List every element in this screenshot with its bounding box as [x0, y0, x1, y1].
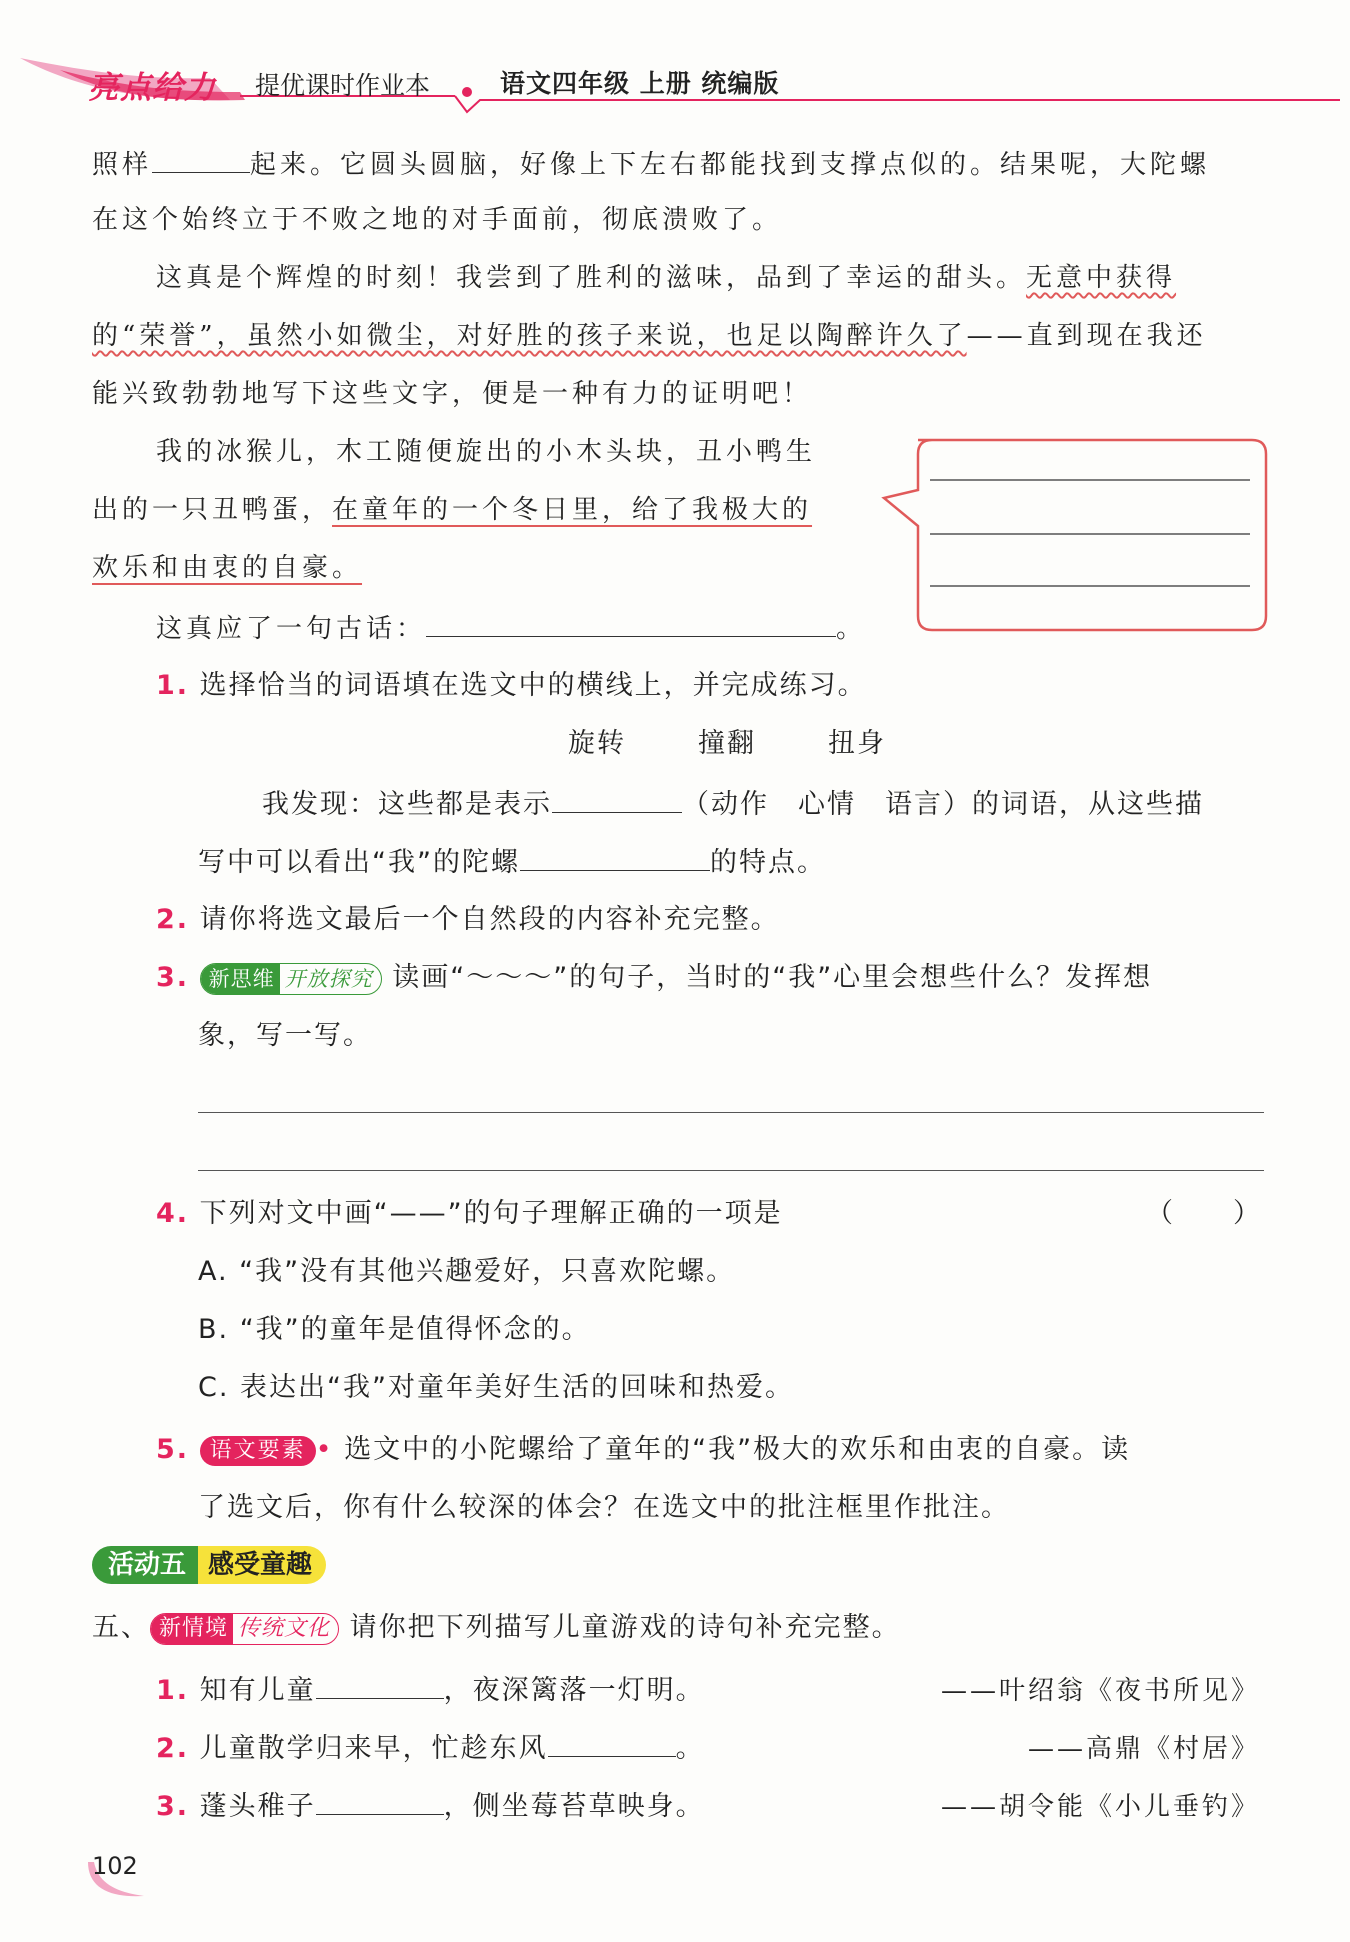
- question-text: 写中可以看出“我”的陀螺: [198, 847, 520, 878]
- question-text: 读画“～～～”的句子，当时的“我”心里会想些什么？发挥想: [392, 962, 1153, 993]
- option-a[interactable]: A. “我”没有其他兴趣爱好，只喜欢陀螺。: [198, 1256, 736, 1287]
- poem-text: ，侧坐莓苔草映身。: [443, 1791, 705, 1822]
- fill-blank[interactable]: [316, 1670, 444, 1699]
- passage-line: 能兴致勃勃地写下这些文字，便是一种有力的证明吧！: [92, 379, 813, 409]
- fill-blank[interactable]: [316, 1786, 444, 1815]
- page-header: [0, 0, 1350, 120]
- wavy-underlined-text: 无意中获得: [1026, 263, 1177, 293]
- fill-blank[interactable]: [152, 144, 250, 173]
- answer-line[interactable]: [198, 1170, 1264, 1171]
- option-b[interactable]: B. “我”的童年是值得怀念的。: [198, 1314, 591, 1345]
- fill-blank[interactable]: [426, 608, 836, 637]
- passage-line: 我的冰猴儿，木工随便旋出的小木头块，丑小鸭生: [156, 437, 817, 467]
- question-text: 我发现：这些都是表示: [262, 789, 552, 820]
- question-number: 5.: [156, 1434, 190, 1465]
- badge-label: 新情境: [151, 1614, 233, 1644]
- passage-line: [156, 608, 866, 647]
- badge-label: 开放探究: [284, 966, 373, 991]
- answer-parentheses[interactable]: （ ）: [1146, 1198, 1262, 1229]
- page-number: 102: [92, 1852, 138, 1880]
- passage-line: [92, 318, 1207, 354]
- poem-source: ——叶绍翁《夜书所见》: [940, 1676, 1260, 1706]
- badge-label: 传统文化: [238, 1615, 331, 1641]
- underlined-text: 欢乐和由衷的自豪。: [92, 553, 363, 583]
- badge-dot-icon: •: [315, 1434, 334, 1465]
- question-1: [156, 668, 867, 704]
- passage-line: [92, 550, 362, 586]
- poem-source: ——胡令能《小儿垂钓》: [940, 1792, 1260, 1822]
- passage-text: 起来。它圆头圆脑，好像上下左右都能找到支撑点似的。结果呢，大陀螺: [250, 150, 1211, 180]
- grade-label: 语文四年级 上册 统编版: [500, 69, 780, 98]
- section-5-heading: [92, 1610, 901, 1646]
- passage-text: 照样: [92, 150, 153, 180]
- activity-title: 感受童趣: [198, 1546, 326, 1584]
- question-line: [198, 842, 826, 881]
- poem-text: 。: [675, 1733, 705, 1764]
- word-bank-word: 撞翻: [698, 728, 756, 759]
- underlined-text: 在童年的一个冬日里，给了我极大的: [332, 495, 813, 525]
- passage-text: 出的一只丑鸭蛋，: [92, 495, 333, 525]
- poem-text: ，夜深篱落一灯明。: [443, 1675, 705, 1706]
- option-c[interactable]: C. 表达出“我”对童年美好生活的回味和热爱。: [198, 1372, 794, 1403]
- question-4: [156, 1196, 783, 1232]
- new-context-badge: [150, 1613, 339, 1645]
- brand-subtitle: 提优课时作业本: [255, 71, 431, 100]
- activity-label: 活动五: [92, 1546, 198, 1584]
- question-text: 了选文后，你有什么较深的体会？在选文中的批注框里作批注。: [198, 1492, 1010, 1523]
- question-3: [156, 960, 1152, 996]
- language-element-badge: 语文要素: [200, 1436, 316, 1466]
- section-number: 五、: [92, 1612, 150, 1643]
- passage-text: 这真是个辉煌的时刻！我尝到了胜利的滋味，品到了幸运的甜头。: [156, 263, 1027, 293]
- passage-text: ——直到现在我还: [966, 321, 1207, 351]
- question-text: 下列对文中画“——”的句子理解正确的一项是: [199, 1198, 783, 1229]
- fill-blank[interactable]: [520, 842, 710, 871]
- section-text: 请你把下列描写儿童游戏的诗句补充完整。: [349, 1612, 901, 1643]
- question-text: （动作 心情 语言）的词语，从这些描: [682, 789, 1204, 820]
- item-number: 1.: [156, 1675, 190, 1706]
- question-5: [156, 1432, 1130, 1468]
- fill-blank[interactable]: [548, 1728, 676, 1757]
- question-text: 选文中的小陀螺给了童年的“我”极大的欢乐和由衷的自豪。读: [344, 1434, 1131, 1465]
- question-text: 选择恰当的词语填在选文中的横线上，并完成练习。: [199, 670, 867, 701]
- question-number: 2.: [156, 904, 190, 935]
- passage-line: [156, 260, 1176, 296]
- question-line: [262, 784, 1204, 823]
- poem-item-2: [156, 1728, 705, 1767]
- wavy-underlined-text: 的“荣誉”，虽然小如微尘，对好胜的孩子来说，也足以陶醉许久了: [92, 321, 967, 351]
- poem-source: ——高鼎《村居》: [1027, 1734, 1260, 1764]
- passage-line: [92, 492, 812, 528]
- passage-text: 这真应了一句古话：: [156, 614, 427, 644]
- brand-title: 亮点给力: [88, 70, 216, 106]
- activity-banner: [92, 1546, 326, 1584]
- badge-label: 新思维: [201, 964, 280, 994]
- passage-line: [92, 144, 1210, 183]
- passage-line: 在这个始终立于不败之地的对手面前，彻底溃败了。: [92, 205, 783, 235]
- fill-blank[interactable]: [552, 784, 682, 813]
- question-2: [156, 902, 780, 938]
- word-bank-word: 旋转: [568, 728, 626, 759]
- word-bank-word: 扭身: [828, 728, 886, 759]
- question-text: 的特点。: [709, 847, 826, 878]
- question-text: 象，写一写。: [198, 1020, 372, 1051]
- question-number: 4.: [156, 1198, 190, 1229]
- poem-text: 儿童散学归来早，忙趁东风: [199, 1733, 548, 1764]
- item-number: 3.: [156, 1791, 190, 1822]
- poem-text: 知有儿童: [199, 1675, 316, 1706]
- poem-item-3: [156, 1786, 705, 1825]
- annotation-box[interactable]: [876, 434, 1272, 636]
- question-text: 请你将选文最后一个自然段的内容补充完整。: [199, 904, 780, 935]
- question-number: 1.: [156, 670, 190, 701]
- passage-text: 。: [836, 614, 867, 644]
- poem-text: 蓬头稚子: [199, 1791, 316, 1822]
- new-thinking-badge: [200, 963, 382, 995]
- question-number: 3.: [156, 962, 190, 993]
- answer-line[interactable]: [198, 1112, 1264, 1113]
- poem-item-1: [156, 1670, 705, 1709]
- item-number: 2.: [156, 1733, 190, 1764]
